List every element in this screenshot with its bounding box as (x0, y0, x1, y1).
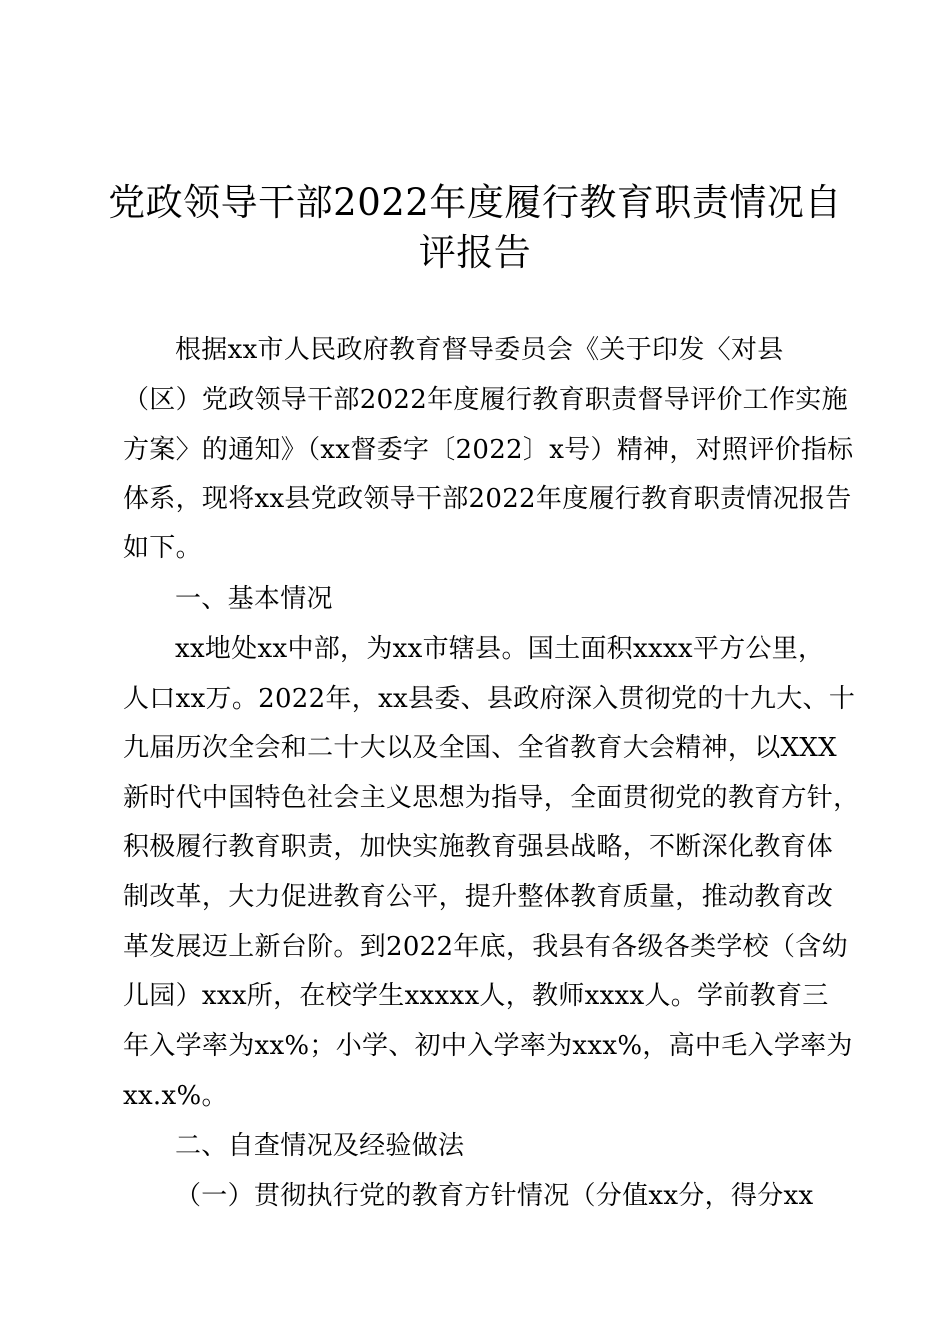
paragraph-2-line-10: xx.x%。 (123, 1081, 228, 1111)
paragraph-2-line-8: 儿园）xxx所，在校学生xxxxx人，教师xxxx人。学前教育三 (123, 981, 829, 1011)
subsection-heading-1: （一）贯彻执行党的教育方针情况（分值xx分，得分xx (175, 1181, 814, 1211)
paragraph-2-line-4: 新时代中国特色社会主义思想为指导，全面贯彻党的教育方针， (123, 783, 860, 813)
paragraph-1-line-4: 体系，现将xx县党政领导干部2022年度履行教育职责情况报告 (123, 484, 852, 514)
paragraph-1-line-2: （区）党政领导干部2022年度履行教育职责督导评价工作实施 (123, 385, 848, 415)
paragraph-2-line-7: 革发展迈上新台阶。到2022年底，我县有各级各类学校（含幼 (123, 932, 848, 962)
paragraph-2-line-5: 积极履行教育职责，加快实施教育强县战略，不断深化教育体 (123, 832, 834, 862)
paragraph-2-line-2: 人口xx万。2022年，xx县委、县政府深入贯彻党的十九大、十 (123, 684, 856, 714)
document-title-line-1: 党政领导干部2022年度履行教育职责情况自 (108, 181, 842, 224)
paragraph-1-line-1: 根据xx市人民政府教育督导委员会《关于印发〈对县 (175, 335, 784, 365)
paragraph-2-line-3: 九届历次全会和二十大以及全国、全省教育大会精神，以XXX (123, 733, 837, 763)
paragraph-1-line-5: 如下。 (123, 533, 202, 563)
paragraph-2-line-1: xx地处xx中部，为xx市辖县。国土面积xxxx平方公里， (175, 634, 825, 664)
paragraph-2-line-9: 年入学率为xx%；小学、初中入学率为xxx%，高中毛入学率为 (123, 1031, 853, 1061)
section-heading-1: 一、基本情况 (175, 584, 333, 614)
paragraph-2-line-6: 制改革，大力促进教育公平，提升整体教育质量，推动教育改 (123, 882, 834, 912)
paragraph-1-line-3: 方案〉的通知》（xx督委字〔2022〕x号）精神，对照评价指标 (123, 435, 854, 465)
section-heading-2: 二、自查情况及经验做法 (175, 1131, 465, 1161)
document-title-line-2: 评报告 (418, 231, 532, 274)
